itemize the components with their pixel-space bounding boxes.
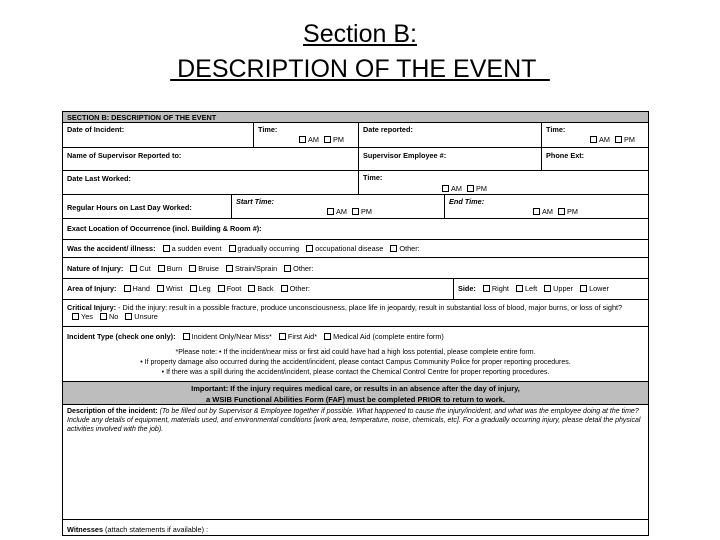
reported-am-label: AM	[599, 135, 610, 144]
strain-sprain-label: Strain/Sprain	[234, 264, 278, 273]
end-am-label: AM	[542, 207, 553, 216]
foot-label: Foot	[226, 284, 242, 293]
important-line-1: Important: If the injury requires medical care, or results in an absence after the day of injury,	[191, 384, 520, 393]
incident-form	[62, 111, 649, 536]
wrist-checkbox[interactable]	[157, 285, 164, 292]
hand-checkbox[interactable]	[124, 285, 131, 292]
incident-pm-label: PM	[332, 135, 344, 144]
back-label: Back	[257, 284, 274, 293]
last-worked-pm-label: PM	[475, 184, 487, 193]
regular-hours-label: Regular Hours on Last Day Worked:	[67, 203, 192, 212]
back-checkbox[interactable]	[248, 285, 255, 292]
nature-of-injury-label: Nature of Injury:	[67, 264, 124, 273]
start-time-label: Start Time:	[236, 197, 274, 206]
last-worked-time-label: Time:	[363, 173, 383, 182]
incident-type-field	[63, 327, 648, 381]
reported-time-field[interactable]	[541, 123, 648, 147]
section-header-label: SECTION B: DESCRIPTION OF THE EVENT	[67, 113, 217, 122]
accident-row	[63, 239, 648, 257]
sudden-event-label: a sudden event	[171, 244, 222, 253]
lower-checkbox[interactable]	[580, 285, 587, 292]
critical-unsure-checkbox[interactable]	[125, 313, 132, 320]
lower-label: Lower	[589, 284, 609, 293]
medical-aid-checkbox[interactable]	[324, 333, 331, 340]
location-row	[63, 218, 648, 239]
description-field[interactable]	[63, 405, 648, 519]
witnesses-row	[63, 519, 648, 536]
area-of-injury-label: Area of Injury:	[67, 284, 117, 293]
witnesses-field[interactable]	[63, 520, 648, 536]
incident-pm-checkbox[interactable]	[324, 136, 331, 143]
critical-row	[63, 299, 648, 326]
important-row	[63, 381, 648, 404]
strain-sprain-checkbox[interactable]	[226, 265, 233, 272]
bruise-label: Bruise	[198, 264, 219, 273]
start-time-field[interactable]	[231, 195, 444, 218]
left-label: Left	[524, 284, 538, 293]
accident-other-checkbox[interactable]	[390, 245, 397, 252]
right-checkbox[interactable]	[483, 285, 490, 292]
supervisor-field[interactable]	[63, 148, 358, 170]
critical-yes-checkbox[interactable]	[72, 313, 79, 320]
burn-label: Burn	[166, 264, 183, 273]
critical-no-label: No	[108, 312, 119, 321]
witnesses-label: Witnesses	[67, 525, 104, 534]
page-title: Section B:	[303, 20, 417, 48]
medical-aid-label: Medical Aid (complete entire form)	[333, 332, 444, 341]
phone-ext-label: Phone Ext:	[546, 151, 585, 160]
area-of-injury-field	[63, 279, 453, 299]
critical-yes-label: Yes	[81, 312, 93, 321]
reported-time-label: Time:	[546, 125, 566, 134]
leg-label: Leg	[198, 284, 211, 293]
end-pm-checkbox[interactable]	[558, 208, 565, 215]
wrist-label: Wrist	[165, 284, 183, 293]
end-pm-label: PM	[566, 207, 578, 216]
upper-checkbox[interactable]	[544, 285, 551, 292]
start-am-label: AM	[336, 207, 347, 216]
first-aid-checkbox[interactable]	[279, 333, 286, 340]
last-worked-time-field[interactable]	[358, 171, 648, 194]
side-field	[453, 279, 648, 299]
gradually-occurring-label: gradually occurring	[237, 244, 300, 253]
witnesses-note: (attach statements if available) :	[103, 525, 209, 534]
accident-illness-field	[63, 240, 648, 257]
near-miss-checkbox[interactable]	[183, 333, 190, 340]
description-label: Description of the incident:	[67, 408, 158, 415]
leg-checkbox[interactable]	[190, 285, 197, 292]
incident-type-row	[63, 326, 648, 381]
phone-ext-field[interactable]	[541, 148, 648, 170]
important-notice	[63, 382, 648, 404]
cut-checkbox[interactable]	[130, 265, 137, 272]
last-worked-pm-checkbox[interactable]	[467, 185, 474, 192]
nature-of-injury-field	[63, 258, 648, 278]
side-label: Side:	[458, 284, 476, 293]
date-last-worked-label: Date Last Worked:	[67, 174, 131, 183]
critical-no-checkbox[interactable]	[100, 313, 107, 320]
supervisor-employee-field[interactable]	[358, 148, 541, 170]
page-subtitle: DESCRIPTION OF THE EVENT	[170, 55, 550, 83]
note-high-loss: *Please note: • If the incident/near miss or first aid could have had a high loss potential, please complete entire form.	[175, 349, 536, 356]
near-miss-label: Incident Only/Near Miss*	[191, 332, 272, 341]
hand-label: Hand	[132, 284, 150, 293]
end-time-label: End Time:	[449, 197, 485, 206]
start-pm-checkbox[interactable]	[352, 208, 359, 215]
start-pm-label: PM	[360, 207, 372, 216]
foot-checkbox[interactable]	[218, 285, 225, 292]
supervisor-label: Name of Supervisor Reported to:	[67, 151, 182, 160]
nature-other-checkbox[interactable]	[284, 265, 291, 272]
cut-label: Cut	[139, 264, 151, 273]
important-line-2: a WSIB Functional Abilities Form (FAF) must be completed PRIOR to return to work.	[206, 395, 505, 404]
reported-pm-checkbox[interactable]	[615, 136, 622, 143]
note-property-damage: • If property damage also occurred during the accident/incident, please contact Campus Community Police for proper reporting procedures.	[140, 359, 571, 366]
section-header	[63, 112, 648, 122]
incident-am-label: AM	[308, 135, 319, 144]
critical-injury-field	[63, 300, 648, 326]
critical-unsure-label: Unsure	[134, 312, 158, 321]
upper-label: Upper	[553, 284, 574, 293]
supervisor-row	[63, 147, 648, 170]
right-label: Right	[491, 284, 509, 293]
first-aid-label: First Aid*	[287, 332, 318, 341]
nature-row	[63, 257, 648, 278]
sudden-event-checkbox[interactable]	[163, 245, 170, 252]
area-other-label: Other:	[289, 284, 310, 293]
exact-location-label: Exact Location of Occurrence (incl. Building & Room #):	[67, 224, 262, 233]
incident-time-field[interactable]	[253, 123, 358, 147]
incident-type-label: Incident Type (check one only):	[67, 332, 176, 341]
end-am-checkbox[interactable]	[533, 208, 540, 215]
bruise-checkbox[interactable]	[189, 265, 196, 272]
occupational-disease-label: occupational disease	[315, 244, 384, 253]
date-reported-field[interactable]	[358, 123, 541, 147]
regular-hours-field[interactable]	[63, 195, 231, 218]
nature-other-label: Other:	[293, 264, 314, 273]
date-of-incident-label: Date of Incident:	[67, 125, 125, 134]
reported-am-checkbox[interactable]	[590, 136, 597, 143]
end-time-field[interactable]	[444, 195, 648, 218]
critical-injury-label: Critical Injury:	[67, 303, 117, 312]
description-row	[63, 404, 648, 519]
incident-time-label: Time:	[258, 125, 278, 134]
date-of-incident-field[interactable]	[63, 123, 253, 147]
gradually-occurring-checkbox[interactable]	[229, 245, 236, 252]
area-row	[63, 278, 648, 299]
reported-pm-label: PM	[623, 135, 635, 144]
last-worked-am-label: AM	[451, 184, 462, 193]
exact-location-field[interactable]	[63, 219, 648, 239]
critical-injury-text: - Did the injury: result in a possible fracture, produce unconsciousness, place life in jeopardy, result in substantial loss of blood, major burns, or loss of sight?	[116, 303, 623, 312]
burn-checkbox[interactable]	[158, 265, 165, 272]
last-worked-am-checkbox[interactable]	[442, 185, 449, 192]
last-worked-row	[63, 170, 648, 194]
regular-hours-row	[63, 194, 648, 218]
start-am-checkbox[interactable]	[327, 208, 334, 215]
accident-illness-label: Was the accident/ illness:	[67, 244, 156, 253]
supervisor-employee-label: Supervisor Employee #:	[363, 151, 447, 160]
note-spill: • If there was a spill during the accident/incident, please contact the Chemical Control Centre for proper reporting procedures.	[161, 369, 550, 376]
description-instructions: (To be filled out by Supervisor & Employee together if possible. What happened to cause the injury/incident, and what was the employee doing at the time? Include any details of equipment, materials used, and environmental conditions [work area, temperature, noise, chemicals, etc]. For a gradually occurring injury, please detail the physical activities involved with the job).	[67, 408, 641, 433]
area-other-checkbox[interactable]	[281, 285, 288, 292]
incident-am-checkbox[interactable]	[299, 136, 306, 143]
date-row	[63, 122, 648, 147]
left-checkbox[interactable]	[516, 285, 523, 292]
date-reported-label: Date reported:	[363, 125, 413, 134]
occupational-disease-checkbox[interactable]	[306, 245, 313, 252]
accident-other-label: Other:	[399, 244, 420, 253]
date-last-worked-field[interactable]	[63, 171, 358, 194]
